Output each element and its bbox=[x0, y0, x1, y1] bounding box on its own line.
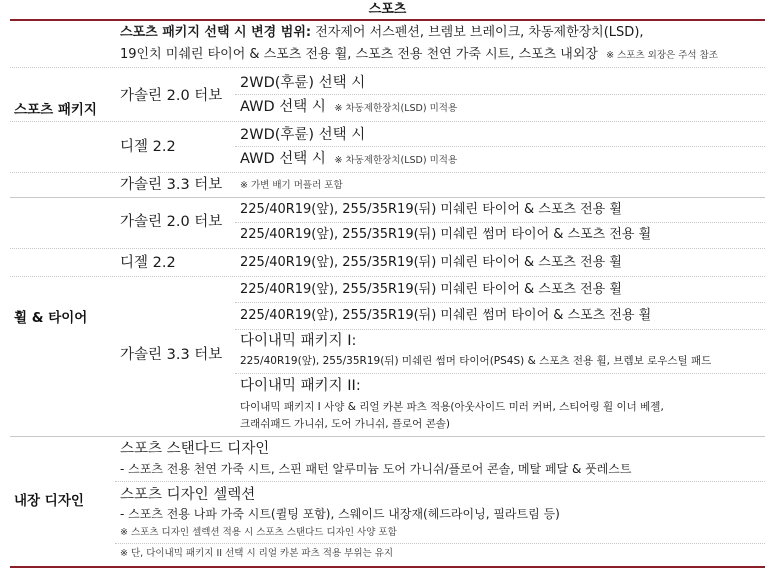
dynamic-package-1-title: 다이내믹 패키지 I: bbox=[240, 333, 357, 349]
option-awd bbox=[240, 150, 457, 170]
bottom-rule bbox=[10, 566, 765, 568]
section-divider bbox=[10, 197, 765, 198]
sports-standard-title: 스포츠 스탠다드 디자인 bbox=[120, 441, 270, 457]
divider bbox=[235, 146, 765, 147]
top-rule bbox=[10, 19, 765, 21]
divider bbox=[10, 276, 765, 277]
wheel-item: 225/40R19(앞), 255/35R19(뒤) 미쉐린 타이어 & 스포츠 전용 휠 bbox=[240, 282, 622, 297]
intro-note: ※ 스포츠 외장은 주석 참조 bbox=[606, 50, 718, 61]
divider bbox=[235, 373, 765, 374]
divider bbox=[235, 222, 765, 223]
divider bbox=[235, 329, 765, 330]
sports-selection-note: ※ 스포츠 디자인 셀렉션 적용 시 스포츠 스탠다드 디자인 사양 포함 bbox=[120, 527, 397, 538]
sports-standard-desc: - 스포츠 전용 천연 가죽 시트, 스핀 패턴 알루미늄 도어 가니쉬/플로어 콘솔, 메탈 페달 & 풋레스트 bbox=[120, 462, 632, 476]
divider bbox=[10, 248, 765, 249]
engine-gasoline-20: 가솔린 2.0 터보 bbox=[120, 214, 223, 230]
wheel-item: 225/40R19(앞), 255/35R19(뒤) 미쉐린 썸머 타이어 & 스포츠 전용 휠 bbox=[240, 227, 652, 242]
dynamic-package-2-title: 다이내믹 패키지 II: bbox=[240, 378, 361, 394]
section-divider bbox=[10, 436, 765, 437]
sports-package-intro bbox=[120, 24, 644, 42]
intro-bold: 스포츠 패키지 선택 시 변경 범위: bbox=[120, 25, 312, 40]
option-awd-text: AWD 선택 시 bbox=[240, 99, 326, 115]
sports-package-intro-line2 bbox=[120, 46, 718, 65]
sports-selection-title: 스포츠 디자인 셀렉션 bbox=[120, 487, 256, 503]
engine-diesel-22: 디젤 2.2 bbox=[120, 255, 176, 271]
dynamic-package-2-desc: 크래쉬패드 가니쉬, 도어 가니쉬, 플로어 콘솔) bbox=[240, 418, 451, 430]
final-note: ※ 단, 다이내믹 패키지 II 선택 시 리얼 카본 파츠 적용 부위는 유지 bbox=[120, 548, 394, 559]
category-interior-design: 내장 디자인 bbox=[14, 493, 84, 509]
divider bbox=[115, 481, 765, 482]
dynamic-package-1-desc: 225/40R19(앞), 255/35R19(뒤) 미쉐린 썸머 타이어(PS4S) & 스포츠 전용 휠, 브렘보 로우스틸 패드 bbox=[240, 355, 712, 367]
engine-gasoline-33: 가솔린 3.3 터보 bbox=[120, 177, 223, 193]
lsd-note: ※ 차동제한장치(LSD) 미적용 bbox=[334, 155, 458, 166]
wheel-item: 225/40R19(앞), 255/35R19(뒤) 미쉐린 타이어 & 스포츠 전용 휠 bbox=[240, 255, 622, 270]
engine-gasoline-20: 가솔린 2.0 터보 bbox=[120, 88, 223, 104]
category-sports-package: 스포츠 패키지 bbox=[14, 102, 97, 118]
engine-diesel-22: 디젤 2.2 bbox=[120, 139, 176, 155]
page-title: 스포츠 bbox=[368, 2, 407, 17]
option-2wd: 2WD(후륜) 선택 시 bbox=[240, 127, 366, 143]
wheel-item: 225/40R19(앞), 255/35R19(뒤) 미쉐린 썸머 타이어 & 스포츠 전용 휠 bbox=[240, 308, 652, 323]
option-2wd: 2WD(후륜) 선택 시 bbox=[240, 75, 366, 91]
intro-line2-text: 19인치 미쉐린 타이어 & 스포츠 전용 휠, 스포츠 전용 천연 가죽 시트, 스포츠 내외장 bbox=[120, 47, 598, 62]
category-wheels-tires: 휠 & 타이어 bbox=[14, 310, 88, 326]
divider bbox=[10, 121, 765, 122]
intro-rest: 전자제어 서스펜션, 브렘보 브레이크, 차동제한장치(LSD), bbox=[311, 25, 644, 40]
engine-gasoline-33: 가솔린 3.3 터보 bbox=[120, 347, 223, 363]
option-awd bbox=[240, 98, 457, 118]
wheel-item: 225/40R19(앞), 255/35R19(뒤) 미쉐린 타이어 & 스포츠 전용 휠 bbox=[240, 202, 622, 217]
divider bbox=[235, 94, 765, 95]
dynamic-package-2-desc: 다이내믹 패키지 I 사양 & 리얼 카본 파츠 적용(아웃사이드 미러 커버, 스티어링 휠 이너 베젤, bbox=[240, 401, 664, 413]
divider bbox=[10, 172, 765, 173]
divider bbox=[235, 302, 765, 303]
option-awd-text: AWD 선택 시 bbox=[240, 151, 326, 167]
lsd-note: ※ 차동제한장치(LSD) 미적용 bbox=[334, 103, 458, 114]
sports-selection-desc: - 스포츠 전용 나파 가죽 시트(퀼팅 포함), 스웨이드 내장재(헤드라이닝, 필라트림 등) bbox=[120, 507, 560, 521]
divider bbox=[115, 543, 765, 544]
muffler-note: ※ 가변 배기 머플러 포함 bbox=[240, 180, 343, 191]
divider bbox=[10, 67, 765, 68]
